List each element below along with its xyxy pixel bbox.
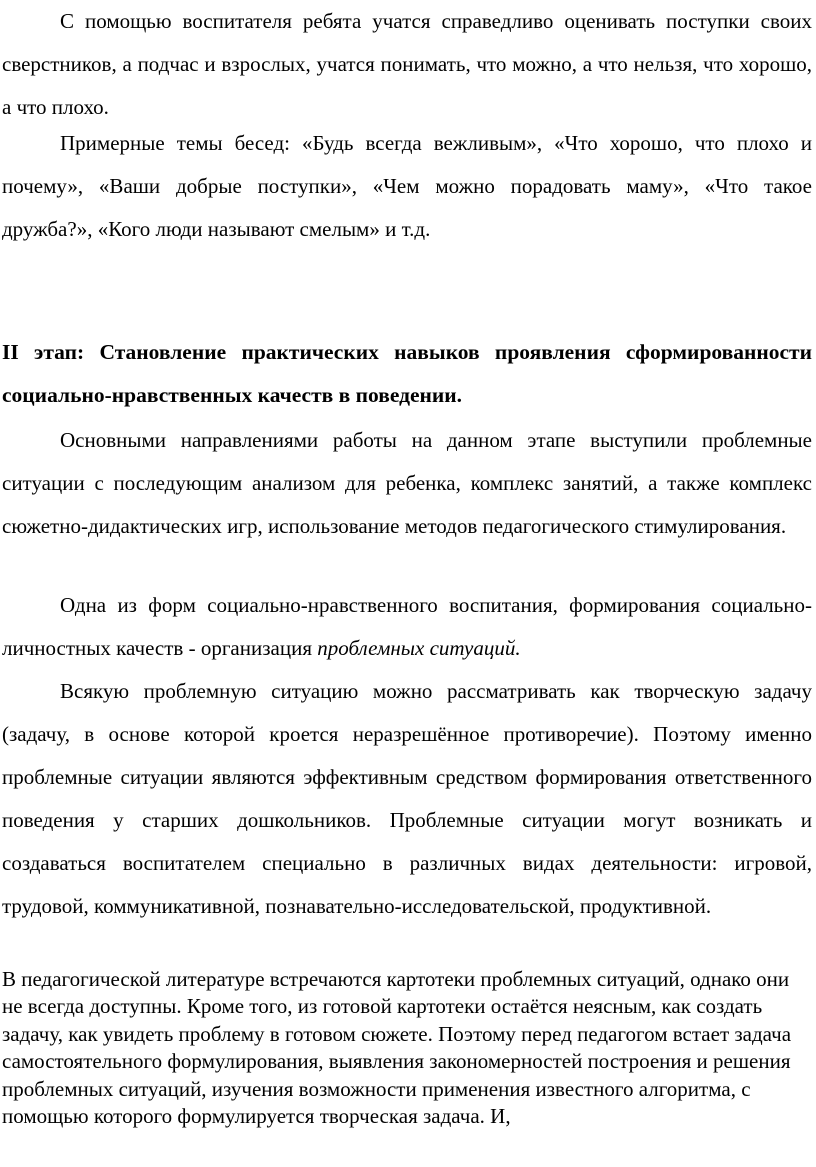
paragraph-conversation-topics: Примерные темы бесед: «Будь всегда вежливым», «Что хорошо, что плохо и почему», «Ваши добрые поступки», «Чем можно порадовать маму», «Что такое дружба?», «Кого люди называют смелым» и т.д. [2,131,812,241]
paragraph-problem-situations-text: Одна из форм социально-нравственного воспитания, формирования социально-личностных качеств - организация [2,593,812,660]
paragraph-problem-situations-form [2,584,812,670]
section-heading-stage-2: II этап: Становление практических навыков проявления сформированности социально-нравственных качеств в поведении. [2,340,812,407]
paragraph-creative-task: Всякую проблемную ситуацию можно рассматривать как творческую задачу (задачу, в основе которой кроется неразрешённое противоречие). Поэтому именно проблемные ситуации являются эффективным средством формирования ответственного поведения у старших дошкольников. Проблемные ситуации могут возникать и создаваться воспитателем специально в различных видах деятельности: игровой, трудовой, коммуникативной, познавательно-исследовательской, продуктивной. [2,679,812,918]
paragraph-main-directions: Основными направлениями работы на данном этапе выступили проблемные ситуации с последующим анализом для ребенка, комплекс занятий, а также комплекс сюжетно-дидактических игр, использование методов педагогического стимулирования. [2,428,812,538]
paragraph-problem-situations-italic: проблемных ситуаций. [317,636,521,660]
paragraph-pedagogical-literature: В педагогической литературе встречаются картотеки проблемных ситуаций, однако они не всегда доступны. Кроме того, из готовой картотеки остаётся неясным, как создать задачу, как увидеть проблему в готовом сюжете. Поэтому перед педагогом встает задача самостоятельного формулирования, выявления закономерностей построения и решения проблемных ситуаций, изучения возможности применения известного алгоритма, с помощью которого формулируется творческая задача. И, [2,967,792,1129]
paragraph-behavior-evaluation: С помощью воспитателя ребята учатся справедливо оценивать поступки своих сверстников, а подчас и взрослых, учатся понимать, что можно, а что нельзя, что хорошо, а что плохо. [2,9,812,119]
